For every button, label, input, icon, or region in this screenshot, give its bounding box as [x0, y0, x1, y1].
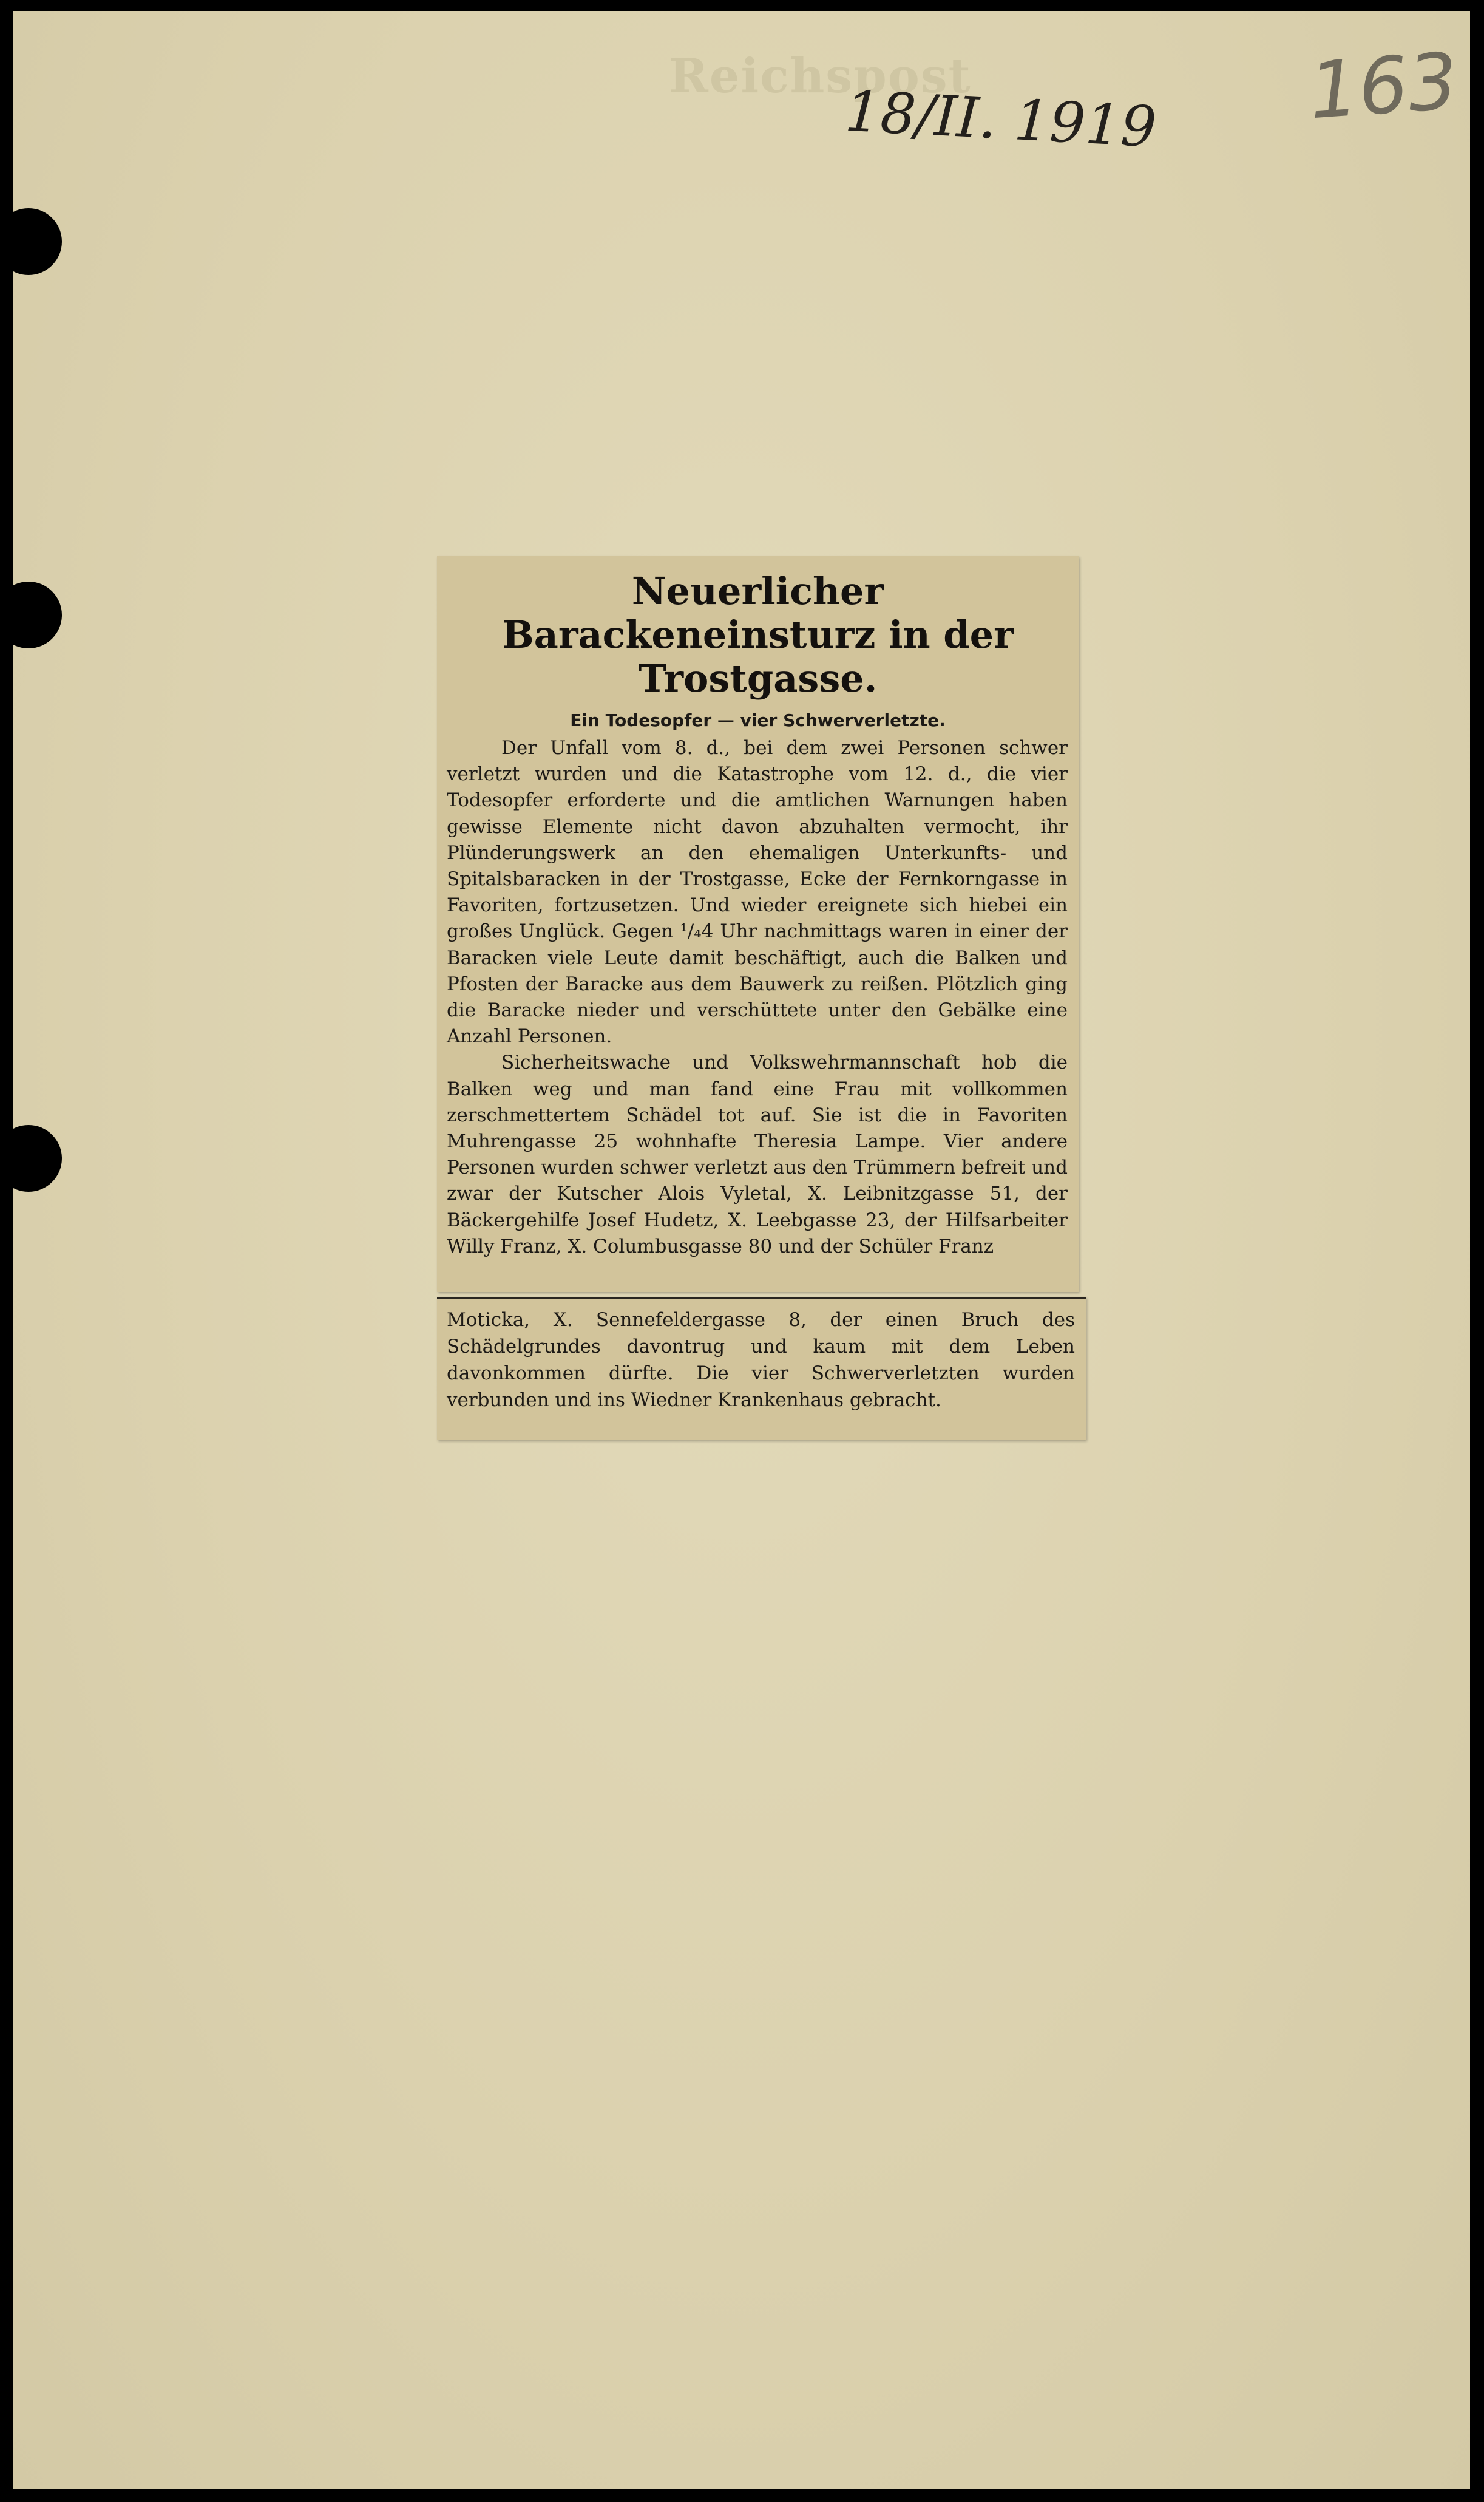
- newspaper-clipping-main: [437, 556, 1079, 1292]
- article-subheadline: Ein Todesopfer — vier Schwerverletzte.: [570, 710, 946, 730]
- page-number: 163: [1306, 36, 1461, 137]
- divider-rule: [437, 1297, 1086, 1299]
- punch-hole: [0, 1125, 62, 1192]
- article-paragraph-1: Der Unfall vom 8. d., bei dem zwei Personen schwer verletzt wurden und die Katastrophe vom 12. d., die vier Todesopfer erforderte und die amtlichen Warnungen haben gewisse Elemente nicht davon abzuhalten vermocht, ihr Plünderungswerk an den ehemaligen Unterkunfts- und Spitalsbaracken in der Trostgasse, Ecke der Fernkorngasse in Favoriten, fortzusetzen. Und wieder ereignete sich hiebei ein großes Unglück. Gegen ¹/₄4 Uhr nachmittags waren in einer der Baracken viele Leute damit beschäftigt, auch die Balken und Pfosten der Baracke aus dem Bauwerk zu reißen. Plötzlich ging die Baracke nieder und verschüttete unter den Gebälke eine Anzahl Personen.: [447, 737, 1068, 1048]
- punch-hole: [0, 208, 62, 275]
- newspaper-clipping-continuation: [437, 1297, 1086, 1440]
- article-headline: Neuerlicher Barackeneinsturz in der Trostgasse.: [502, 569, 1014, 701]
- article-paragraph-2: Sicherheitswache und Volkswehrmannschaft hob die Balken weg und man fand eine Frau mit vollkommen zerschmettertem Schädel tot auf. Sie ist die in Favoriten Muhrengasse 25 wohnhafte Theresia Lampe. Vier andere Personen wurden schwer verletzt aus den Trümmern befreit und zwar der Kutscher Alois Vyletal, X. Leibnitzgasse 51, der Bäckergehilfe Josef Hudetz, X. Leebgasse 23, der Hilfsarbeiter Willy Franz, X. Columbusgasse 80 und der Schüler Franz: [447, 1052, 1068, 1257]
- article-continuation: Moticka, X. Sennefeldergasse 8, der einen Bruch des Schädelgrundes davontrug und kaum mit dem Leben davonkommen dürfte. Die vier Schwerverletzten wurden verbunden und ins Wiedner Krankenhaus gebracht.: [447, 1309, 1075, 1411]
- handwritten-date: 18/II. 1919: [843, 78, 1158, 160]
- punch-hole: [0, 582, 62, 648]
- article-body: [447, 735, 1068, 1260]
- faded-newspaper-stamp: Reichspost: [669, 49, 972, 104]
